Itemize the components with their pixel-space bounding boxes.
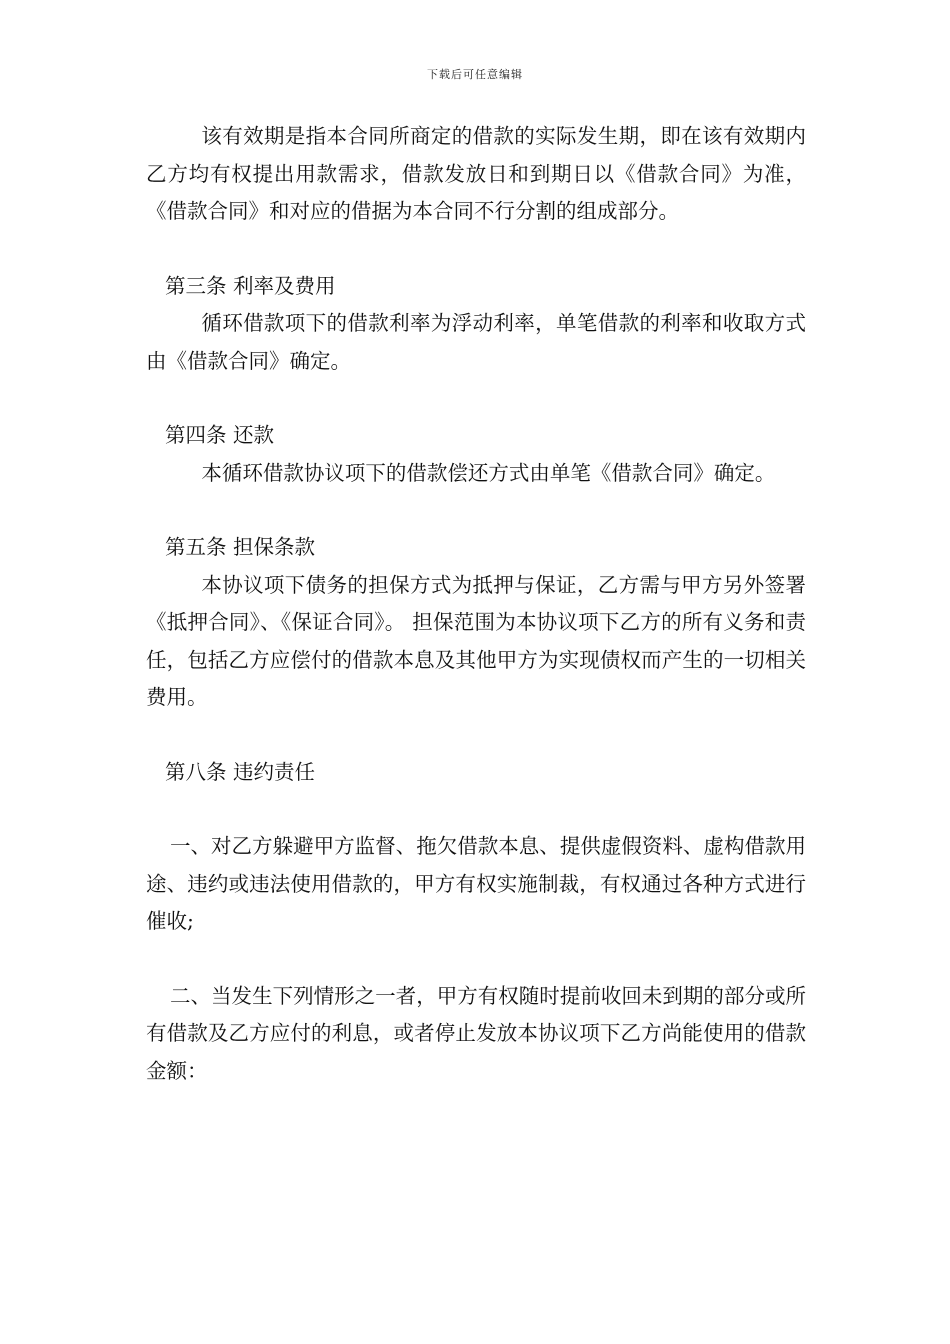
article-3-paragraph: 循环借款项下的借款利率为浮动利率，单笔借款的利率和收取方式由《借款合同》确定。: [146, 311, 806, 373]
article-4-paragraph: 本循环借款协议项下的借款偿还方式由单笔《借款合同》确定。: [201, 460, 776, 485]
article-4-heading: 第四条 还款: [165, 423, 275, 447]
article-8-item-1: 一、对乙方躲避甲方监督、拖欠借款本息、提供虚假资料、虚构借款用途、违约或违法使用借款的，甲方有权实施制裁，有权通过各种方式进行催收;: [146, 834, 806, 933]
document-body: [146, 118, 806, 1090]
article-8-item-2: 二、当发生下列情形之一者，甲方有权随时提前收回未到期的部分或所有借款及乙方应付的利息，或者停止发放本协议项下乙方尚能使用的借款金额：: [146, 983, 806, 1083]
page-header: 下载后可任意编辑: [427, 68, 523, 81]
article-3-heading: 第三条 利率及费用: [165, 273, 336, 298]
article-5-paragraph: 本协议项下债务的担保方式为抵押与保证，乙方需与甲方另外签署《抵押合同》、《保证合同》。 担保范围为本协议项下乙方的所有义务和责任，包括乙方应偿付的借款本息及其他甲方为实现债权而产生的一切相关费用。: [146, 572, 806, 709]
article-8-heading: 第八条 违约责任: [165, 759, 316, 784]
article-5-heading: 第五条 担保条款: [165, 535, 316, 559]
paragraph-effective-period: 该有效期是指本合同所商定的借款的实际发生期，即在该有效期内乙方均有权提出用款需求，借款发放日和到期日以《借款合同》为准，《借款合同》和对应的借据为本合同不行分割的组成部分。: [146, 124, 806, 223]
